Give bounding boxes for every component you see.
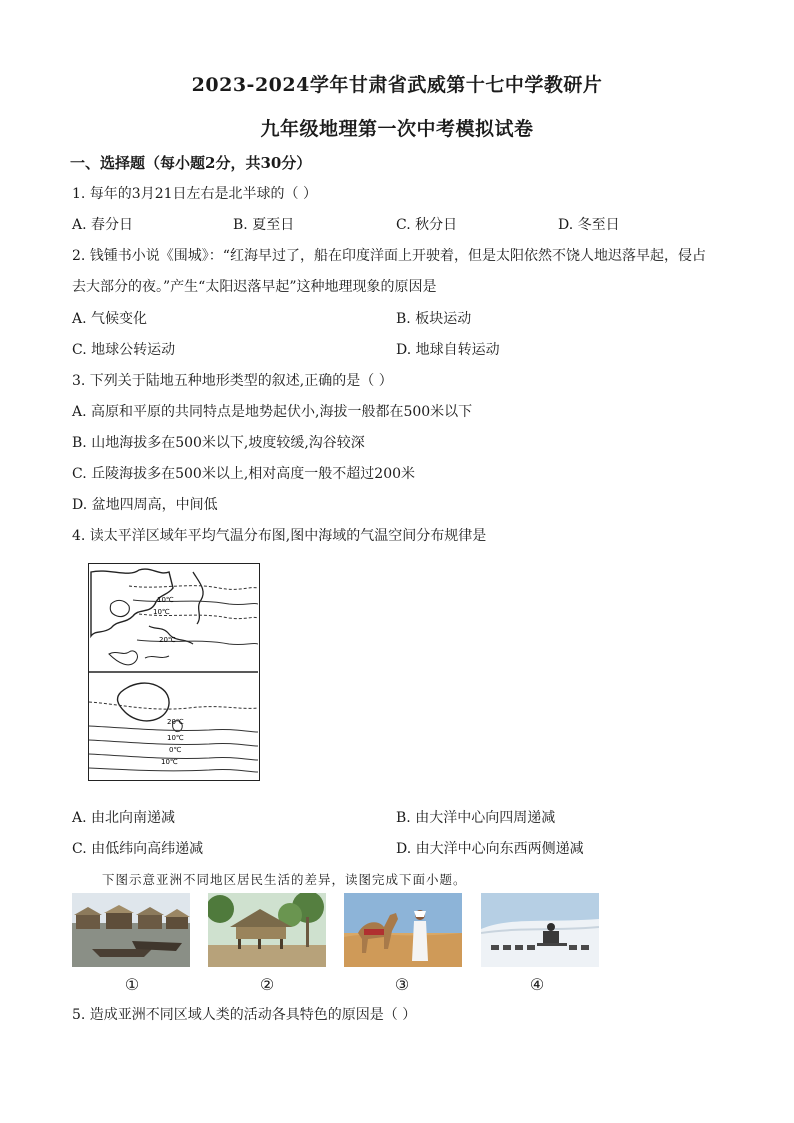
map-label-5: 10℃ <box>167 734 184 742</box>
q4-option-b: B. 由大洋中心向四周递减 <box>396 810 556 826</box>
question-2-stem-line2: 去大部分的夜。”产生“太阳迟落早起”这种地理现象的原因是 <box>72 279 437 295</box>
q2-option-d: D. 地球自转运动 <box>396 342 500 358</box>
q3-option-d: D. 盆地四周高，中间低 <box>72 497 218 513</box>
map-label-1: 10℃ <box>157 596 174 604</box>
photo-number-1: ① <box>124 975 140 994</box>
question-3-stem: 3. 下列关于陆地五种地形类型的叙述,正确的是（ ） <box>72 373 393 389</box>
q4-option-a: A. 由北向南递减 <box>72 810 176 826</box>
q1-option-d: D. 冬至日 <box>558 217 620 233</box>
q2-option-c: C. 地球公转运动 <box>72 342 176 358</box>
pacific-temperature-map <box>88 563 260 781</box>
q2-option-b: B. 板块运动 <box>396 311 472 327</box>
photo-number-4: ④ <box>529 975 545 994</box>
question-4-stem: 4. 读太平洋区域年平均气温分布图,图中海域的气温空间分布规律是 <box>72 528 487 544</box>
map-label-4: 20℃ <box>167 718 184 726</box>
q4-option-d: D. 由大洋中心向东西两侧递减 <box>396 841 584 857</box>
question-5-stem: 5. 造成亚洲不同区域人类的活动各具特色的原因是（ ） <box>72 1007 417 1023</box>
photo-number-2: ② <box>259 975 275 994</box>
photo-dog-sled <box>481 893 599 967</box>
q1-option-c: C. 秋分日 <box>396 217 458 233</box>
photo-stilt-house <box>208 893 326 967</box>
q1-option-b: B. 夏至日 <box>233 217 295 233</box>
exam-title-line2: 九年级地理第一次中考模拟试卷 <box>260 118 534 140</box>
q4-option-c: C. 由低纬向高纬递减 <box>72 841 204 857</box>
australia-outline <box>118 683 170 721</box>
photo-number-3: ③ <box>394 975 410 994</box>
section-heading: 一、选择题（每小题2分，共30分） <box>70 154 312 172</box>
q2-option-a: A. 气候变化 <box>72 311 148 327</box>
photo-water-village <box>72 893 190 967</box>
exam-title-line1: 2023-2024学年甘肃省武威第十七中学教研片 <box>191 74 603 96</box>
q3-option-b: B. 山地海拔多在500米以下,坡度较缓,沟谷较深 <box>72 435 365 451</box>
q3-option-c: C. 丘陵海拔多在500米以上,相对高度一般不超过200米 <box>72 466 416 482</box>
map-label-3: 20℃ <box>159 636 176 644</box>
question-1-stem: 1. 每年的3月21日左右是北半球的（ ） <box>72 186 317 202</box>
map-label-7: 10℃ <box>161 758 178 766</box>
map-label-6: 0℃ <box>169 746 182 754</box>
question-2-stem-line1: 2. 钱锺书小说《围城》：“红海早过了，船在印度洋面上开驶着，但是太阳依然不饶人地迟落早起，侵占 <box>72 248 706 264</box>
group-intro: 下图示意亚洲不同地区居民生活的差异，读图完成下面小题。 <box>102 872 467 887</box>
island-arc <box>193 572 203 624</box>
q3-option-a: A. 高原和平原的共同特点是地势起伏小,海拔一般都在500米以下 <box>72 404 473 420</box>
photo-desert-camel <box>344 893 462 967</box>
q1-option-a: A. 春分日 <box>72 217 134 233</box>
map-label-2: 10℃ <box>153 608 170 616</box>
